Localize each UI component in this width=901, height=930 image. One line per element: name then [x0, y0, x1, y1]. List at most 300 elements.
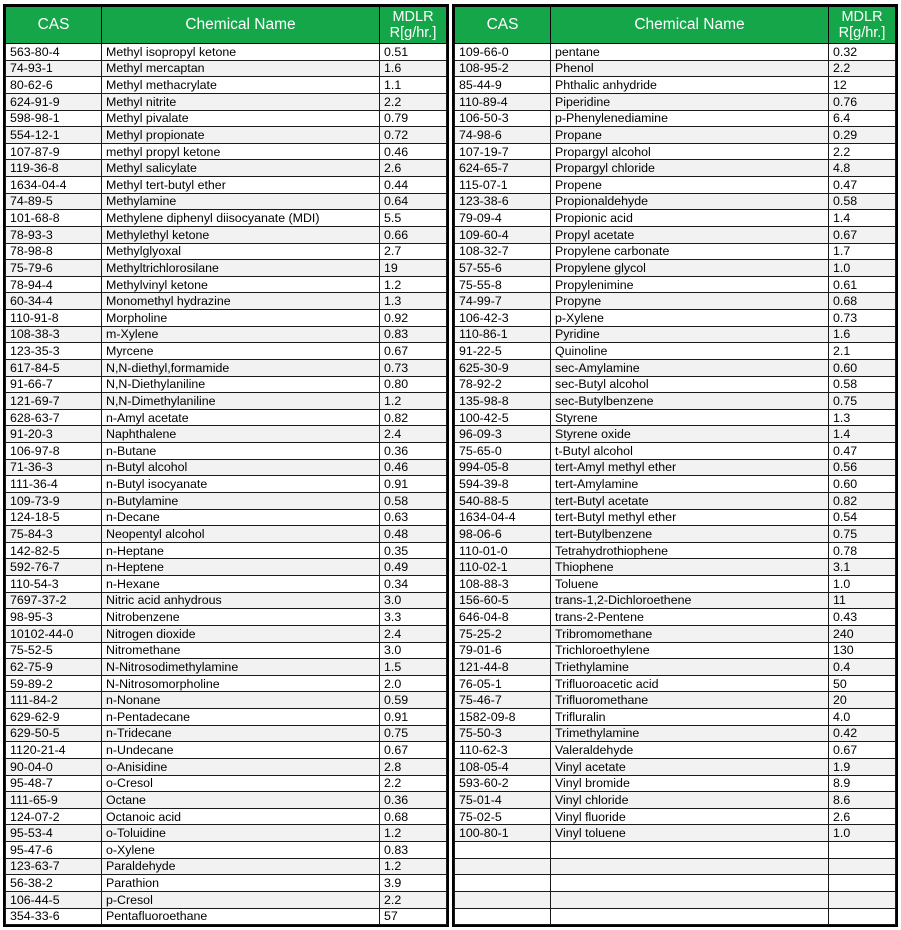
table-row — [455, 393, 896, 410]
chemical-name-cell: Propyne — [551, 293, 829, 310]
chemical-name-cell: sec-Amylamine — [551, 359, 829, 376]
chemical-name-cell: Propargyl alcohol — [551, 143, 829, 160]
table-row — [455, 808, 896, 825]
table-row — [455, 492, 896, 509]
chemical-name-cell: Methyl pivalate — [102, 110, 380, 127]
mdlr-value-cell: 6.4 — [829, 110, 896, 127]
chemical-name-cell: Methylglyoxal — [102, 243, 380, 260]
chemical-name-cell: p-Cresol — [102, 891, 380, 908]
mdlr-value-cell — [829, 908, 896, 925]
table-row — [455, 875, 896, 892]
mdlr-value-cell: 0.67 — [829, 742, 896, 759]
chemical-name-cell: Vinyl toluene — [551, 825, 829, 842]
table-row — [455, 476, 896, 493]
mdlr-value-cell: 0.67 — [380, 343, 447, 360]
chemical-name-cell: Styrene oxide — [551, 426, 829, 443]
left-table-panel — [3, 4, 449, 927]
chemical-name-cell: Neopentyl alcohol — [102, 526, 380, 543]
table-row — [455, 193, 896, 210]
chemical-name-cell: pentane — [551, 44, 829, 61]
chemical-name-cell: Vinyl fluoride — [551, 808, 829, 825]
mdlr-value-cell: 0.47 — [829, 443, 896, 460]
cas-cell: 108-88-3 — [455, 576, 551, 593]
table-row — [455, 77, 896, 94]
chemical-name-cell: tert-Amyl methyl ether — [551, 459, 829, 476]
table-row — [455, 792, 896, 809]
mdlr-value-cell: 1.2 — [380, 858, 447, 875]
table-row — [6, 792, 447, 809]
chemical-name-cell: n-Butylamine — [102, 492, 380, 509]
mdlr-value-cell: 0.67 — [380, 742, 447, 759]
mdlr-value-cell: 0.51 — [380, 44, 447, 61]
mdlr-value-cell: 0.68 — [829, 293, 896, 310]
mdlr-value-cell: 1.6 — [380, 60, 447, 77]
table-row — [455, 775, 896, 792]
mdlr-value-cell: 4.8 — [829, 160, 896, 177]
mdlr-value-cell — [829, 875, 896, 892]
chemical-name-cell: Phthalic anhydride — [551, 77, 829, 94]
mdlr-value-cell: 0.83 — [380, 326, 447, 343]
table-row — [455, 858, 896, 875]
table-row — [6, 576, 447, 593]
chemical-name-cell: Nitrobenzene — [102, 609, 380, 626]
table-row — [455, 260, 896, 277]
cas-cell: 10102-44-0 — [6, 625, 102, 642]
table-row — [6, 260, 447, 277]
mdlr-value-cell: 0.46 — [380, 143, 447, 160]
table-row — [455, 709, 896, 726]
mdlr-value-cell: 1.5 — [380, 659, 447, 676]
cas-cell: 108-32-7 — [455, 243, 551, 260]
table-row — [6, 542, 447, 559]
mdlr-value-cell: 0.58 — [829, 376, 896, 393]
chemical-name-cell: Trichloroethylene — [551, 642, 829, 659]
chemical-name-cell: Vinyl bromide — [551, 775, 829, 792]
cas-cell: 95-48-7 — [6, 775, 102, 792]
cas-cell: 78-93-3 — [6, 226, 102, 243]
chemical-name-cell: tert-Butyl methyl ether — [551, 509, 829, 526]
cas-cell: 75-79-6 — [6, 260, 102, 277]
chemical-name-cell: o-Cresol — [102, 775, 380, 792]
cas-cell: 124-07-2 — [6, 808, 102, 825]
mdlr-value-cell: 0.73 — [829, 310, 896, 327]
mdlr-value-cell: 1.3 — [829, 409, 896, 426]
chemical-name-cell: Trimethylamine — [551, 725, 829, 742]
mdlr-value-cell: 3.0 — [380, 592, 447, 609]
table-row — [6, 709, 447, 726]
table-row — [6, 409, 447, 426]
chemical-name-cell — [551, 875, 829, 892]
chemical-name-cell: Methylethyl ketone — [102, 226, 380, 243]
cas-cell: 78-92-2 — [455, 376, 551, 393]
table-row — [6, 127, 447, 144]
mdlr-value-cell: 0.79 — [380, 110, 447, 127]
mdlr-column-header — [380, 7, 447, 44]
table-row — [455, 326, 896, 343]
cas-cell: 100-42-5 — [455, 409, 551, 426]
chemical-name-cell: Methyl mercaptan — [102, 60, 380, 77]
table-row — [455, 758, 896, 775]
cas-cell: 111-65-9 — [6, 792, 102, 809]
chemical-name-cell: Methyltrichlorosilane — [102, 260, 380, 277]
table-row — [455, 509, 896, 526]
mdlr-value-cell: 0.91 — [380, 709, 447, 726]
chemical-name-cell: Parathion — [102, 875, 380, 892]
mdlr-value-cell: 3.9 — [380, 875, 447, 892]
table-row — [6, 443, 447, 460]
cas-cell: 85-44-9 — [455, 77, 551, 94]
table-row — [6, 343, 447, 360]
chemical-name-cell: Methyl isopropyl ketone — [102, 44, 380, 61]
mdlr-value-cell: 1.1 — [380, 77, 447, 94]
cas-cell: 75-01-4 — [455, 792, 551, 809]
mdlr-value-cell: 0.44 — [380, 177, 447, 194]
table-row — [455, 210, 896, 227]
chemical-name-cell: o-Toluidine — [102, 825, 380, 842]
cas-cell: 646-04-8 — [455, 609, 551, 626]
chemical-name-cell: Morpholine — [102, 310, 380, 327]
table-row — [455, 160, 896, 177]
mdlr-value-cell: 3.0 — [380, 642, 447, 659]
mdlr-value-cell: 0.68 — [380, 808, 447, 825]
mdlr-value-cell: 2.0 — [380, 675, 447, 692]
table-row — [455, 293, 896, 310]
mdlr-value-cell: 8.9 — [829, 775, 896, 792]
mdlr-value-cell: 0.64 — [380, 193, 447, 210]
cas-cell: 56-38-2 — [6, 875, 102, 892]
mdlr-value-cell: 2.2 — [829, 60, 896, 77]
chemical-name-cell: Octane — [102, 792, 380, 809]
table-row — [6, 642, 447, 659]
cas-cell: 98-95-3 — [6, 609, 102, 626]
cas-cell: 109-60-4 — [455, 226, 551, 243]
chemical-name-cell: n-Undecane — [102, 742, 380, 759]
mdlr-value-cell: 1.4 — [829, 426, 896, 443]
table-row — [455, 343, 896, 360]
cas-cell: 101-68-8 — [6, 210, 102, 227]
mdlr-value-cell: 0.58 — [380, 492, 447, 509]
chemical-name-cell: Phenol — [551, 60, 829, 77]
cas-cell: 80-62-6 — [6, 77, 102, 94]
cas-cell: 110-54-3 — [6, 576, 102, 593]
cas-cell: 111-36-4 — [6, 476, 102, 493]
cas-cell: 354-33-6 — [6, 908, 102, 925]
cas-cell: 91-20-3 — [6, 426, 102, 443]
table-row — [6, 675, 447, 692]
cas-cell: 115-07-1 — [455, 177, 551, 194]
chemical-name-cell: Vinyl acetate — [551, 758, 829, 775]
mdlr-value-cell: 2.6 — [380, 160, 447, 177]
cas-cell — [455, 891, 551, 908]
chemical-name-cell: n-Hexane — [102, 576, 380, 593]
table-row — [6, 210, 447, 227]
chemical-name-cell: Tribromomethane — [551, 625, 829, 642]
cas-cell: 994-05-8 — [455, 459, 551, 476]
mdlr-value-cell: 8.6 — [829, 792, 896, 809]
cas-cell: 540-88-5 — [455, 492, 551, 509]
chemical-name-cell: Methylene diphenyl diisocyanate (MDI) — [102, 210, 380, 227]
chemical-name-cell: Propionic acid — [551, 210, 829, 227]
chemical-name-cell — [551, 891, 829, 908]
chemical-name-cell: Myrcene — [102, 343, 380, 360]
chemical-name-cell: N-Nitrosomorpholine — [102, 675, 380, 692]
mdlr-value-cell: 0.46 — [380, 459, 447, 476]
table-header-row — [6, 7, 447, 44]
cas-cell: 78-98-8 — [6, 243, 102, 260]
table-row — [455, 459, 896, 476]
cas-cell: 629-62-9 — [6, 709, 102, 726]
cas-cell: 156-60-5 — [455, 592, 551, 609]
table-row — [455, 725, 896, 742]
cas-cell — [455, 858, 551, 875]
cas-cell: 78-94-4 — [6, 276, 102, 293]
table-row — [6, 293, 447, 310]
mdlr-header-line1: MDLR — [392, 9, 434, 25]
cas-cell: 75-46-7 — [455, 692, 551, 709]
cas-cell: 110-86-1 — [455, 326, 551, 343]
chemical-name-cell: tert-Butyl acetate — [551, 492, 829, 509]
cas-cell: 95-47-6 — [6, 842, 102, 859]
chemical-name-cell: Piperidine — [551, 93, 829, 110]
cas-cell: 110-91-8 — [6, 310, 102, 327]
cas-cell: 71-36-3 — [6, 459, 102, 476]
cas-cell: 108-05-4 — [455, 758, 551, 775]
chemical-name-cell: Nitrogen dioxide — [102, 625, 380, 642]
mdlr-value-cell: 0.76 — [829, 93, 896, 110]
cas-cell: 74-93-1 — [6, 60, 102, 77]
mdlr-value-cell: 11 — [829, 592, 896, 609]
chemical-name-cell: sec-Butyl alcohol — [551, 376, 829, 393]
table-row — [455, 542, 896, 559]
chemical-name-cell: m-Xylene — [102, 326, 380, 343]
table-row — [455, 443, 896, 460]
mdlr-value-cell: 2.8 — [380, 758, 447, 775]
mdlr-value-cell: 2.4 — [380, 625, 447, 642]
chemical-name-cell: Propionaldehyde — [551, 193, 829, 210]
mdlr-value-cell: 0.75 — [829, 393, 896, 410]
cas-cell: 554-12-1 — [6, 127, 102, 144]
table-header-row — [455, 7, 896, 44]
table-row — [455, 409, 896, 426]
mdlr-value-cell: 0.4 — [829, 659, 896, 676]
chemical-name-cell: Propene — [551, 177, 829, 194]
cas-column-header: CAS — [6, 7, 102, 44]
cas-cell: 75-02-5 — [455, 808, 551, 825]
cas-cell: 98-06-6 — [455, 526, 551, 543]
mdlr-value-cell: 1.0 — [829, 260, 896, 277]
table-row — [455, 243, 896, 260]
chemical-name-cell: trans-2-Pentene — [551, 609, 829, 626]
chemical-name-cell: n-Butyl alcohol — [102, 459, 380, 476]
cas-cell: 123-38-6 — [455, 193, 551, 210]
mdlr-value-cell: 1.4 — [829, 210, 896, 227]
cas-cell: 74-98-6 — [455, 127, 551, 144]
table-row — [6, 193, 447, 210]
cas-cell: 109-66-0 — [455, 44, 551, 61]
mdlr-value-cell: 0.48 — [380, 526, 447, 543]
table-row — [6, 858, 447, 875]
mdlr-value-cell: 2.2 — [380, 775, 447, 792]
cas-cell: 624-91-9 — [6, 93, 102, 110]
cas-cell: 1120-21-4 — [6, 742, 102, 759]
mdlr-value-cell: 2.4 — [380, 426, 447, 443]
chemical-name-cell: p-Phenylenediamine — [551, 110, 829, 127]
chemical-name-cell: Propylene carbonate — [551, 243, 829, 260]
cas-cell: 75-65-0 — [455, 443, 551, 460]
mdlr-value-cell: 0.73 — [380, 359, 447, 376]
table-row — [455, 526, 896, 543]
cas-cell: 123-35-3 — [6, 343, 102, 360]
chemical-name-cell: n-Heptene — [102, 559, 380, 576]
chemical-name-cell: methyl propyl ketone — [102, 143, 380, 160]
table-row — [6, 143, 447, 160]
mdlr-value-cell: 0.92 — [380, 310, 447, 327]
table-row — [6, 160, 447, 177]
cas-cell — [455, 875, 551, 892]
mdlr-value-cell: 0.66 — [380, 226, 447, 243]
table-row — [6, 93, 447, 110]
chemical-name-cell: Methylamine — [102, 193, 380, 210]
chemical-name-cell: trans-1,2-Dichloroethene — [551, 592, 829, 609]
cas-cell: 59-89-2 — [6, 675, 102, 692]
cas-cell: 625-30-9 — [455, 359, 551, 376]
mdlr-value-cell: 0.80 — [380, 376, 447, 393]
chemical-name-cell: Trifluoromethane — [551, 692, 829, 709]
chemical-name-cell: n-Pentadecane — [102, 709, 380, 726]
table-row — [455, 625, 896, 642]
chemical-name-cell: Methyl propionate — [102, 127, 380, 144]
cas-cell: 79-09-4 — [455, 210, 551, 227]
table-row — [6, 359, 447, 376]
chemical-name-cell: Methyl tert-butyl ether — [102, 177, 380, 194]
cas-cell: 7697-37-2 — [6, 592, 102, 609]
mdlr-value-cell: 0.47 — [829, 177, 896, 194]
mdlr-header-line2: R[g/hr.] — [838, 25, 886, 41]
cas-cell: 628-63-7 — [6, 409, 102, 426]
chemical-name-cell — [551, 908, 829, 925]
table-row — [455, 44, 896, 61]
cas-cell: 79-01-6 — [455, 642, 551, 659]
cas-cell: 108-38-3 — [6, 326, 102, 343]
table-row — [6, 492, 447, 509]
mdlr-value-cell: 1.9 — [829, 758, 896, 775]
cas-cell: 617-84-5 — [6, 359, 102, 376]
table-row — [6, 758, 447, 775]
left-table-body — [6, 44, 447, 925]
cas-cell: 75-25-2 — [455, 625, 551, 642]
chemical-name-cell: Pentafluoroethane — [102, 908, 380, 925]
table-row — [6, 177, 447, 194]
table-row — [6, 891, 447, 908]
table-row — [6, 110, 447, 127]
mdlr-value-cell: 0.78 — [829, 542, 896, 559]
cas-cell: 598-98-1 — [6, 110, 102, 127]
table-row — [455, 276, 896, 293]
chemical-name-cell — [551, 842, 829, 859]
chemical-table-left — [5, 6, 447, 925]
mdlr-value-cell — [829, 842, 896, 859]
table-row — [455, 576, 896, 593]
mdlr-value-cell: 0.56 — [829, 459, 896, 476]
chemical-name-cell: Propylene glycol — [551, 260, 829, 277]
cas-cell: 629-50-5 — [6, 725, 102, 742]
mdlr-value-cell: 2.2 — [380, 93, 447, 110]
cas-cell: 75-50-3 — [455, 725, 551, 742]
table-row — [6, 775, 447, 792]
mdlr-value-cell: 0.49 — [380, 559, 447, 576]
cas-cell: 107-87-9 — [6, 143, 102, 160]
chemical-name-cell: n-Heptane — [102, 542, 380, 559]
table-row — [455, 143, 896, 160]
table-row — [455, 609, 896, 626]
cas-cell: 57-55-6 — [455, 260, 551, 277]
mdlr-value-cell: 0.32 — [829, 44, 896, 61]
mdlr-value-cell: 1.0 — [829, 825, 896, 842]
cas-cell: 74-99-7 — [455, 293, 551, 310]
chemical-name-cell: tert-Butylbenzene — [551, 526, 829, 543]
chemical-name-cell: p-Xylene — [551, 310, 829, 327]
table-row — [6, 609, 447, 626]
table-row — [6, 376, 447, 393]
table-row — [455, 842, 896, 859]
mdlr-value-cell: 2.6 — [829, 808, 896, 825]
chemical-name-cell: o-Xylene — [102, 842, 380, 859]
table-row — [6, 908, 447, 925]
chemical-name-cell: Nitric acid anhydrous — [102, 592, 380, 609]
chemical-name-column-header: Chemical Name — [102, 7, 380, 44]
chemical-name-cell: n-Tridecane — [102, 725, 380, 742]
mdlr-value-cell: 0.34 — [380, 576, 447, 593]
table-row — [6, 44, 447, 61]
table-row — [6, 692, 447, 709]
mdlr-value-cell: 0.63 — [380, 509, 447, 526]
mdlr-value-cell: 2.2 — [380, 891, 447, 908]
table-row — [6, 243, 447, 260]
mdlr-value-cell: 1.0 — [829, 576, 896, 593]
cas-cell — [455, 908, 551, 925]
table-row — [6, 326, 447, 343]
cas-cell: 95-53-4 — [6, 825, 102, 842]
mdlr-value-cell — [829, 891, 896, 908]
chemical-name-cell: Vinyl chloride — [551, 792, 829, 809]
right-table-body — [455, 44, 896, 925]
table-row — [6, 659, 447, 676]
cas-cell: 75-84-3 — [6, 526, 102, 543]
chemical-name-cell: Propargyl chloride — [551, 160, 829, 177]
table-row — [455, 742, 896, 759]
table-row — [6, 226, 447, 243]
cas-cell: 106-97-8 — [6, 443, 102, 460]
chemical-name-cell: Toluene — [551, 576, 829, 593]
table-row — [455, 93, 896, 110]
table-row — [455, 825, 896, 842]
table-row — [455, 310, 896, 327]
cas-cell: 96-09-3 — [455, 426, 551, 443]
table-row — [455, 60, 896, 77]
mdlr-value-cell: 1.6 — [829, 326, 896, 343]
cas-cell: 74-89-5 — [6, 193, 102, 210]
cas-column-header: CAS — [455, 7, 551, 44]
table-row — [455, 559, 896, 576]
mdlr-value-cell: 0.43 — [829, 609, 896, 626]
cas-cell: 75-52-5 — [6, 642, 102, 659]
cas-cell: 106-42-3 — [455, 310, 551, 327]
mdlr-value-cell: 0.60 — [829, 476, 896, 493]
cas-cell: 110-89-4 — [455, 93, 551, 110]
mdlr-value-cell: 1.3 — [380, 293, 447, 310]
cas-cell: 142-82-5 — [6, 542, 102, 559]
cas-cell: 76-05-1 — [455, 675, 551, 692]
